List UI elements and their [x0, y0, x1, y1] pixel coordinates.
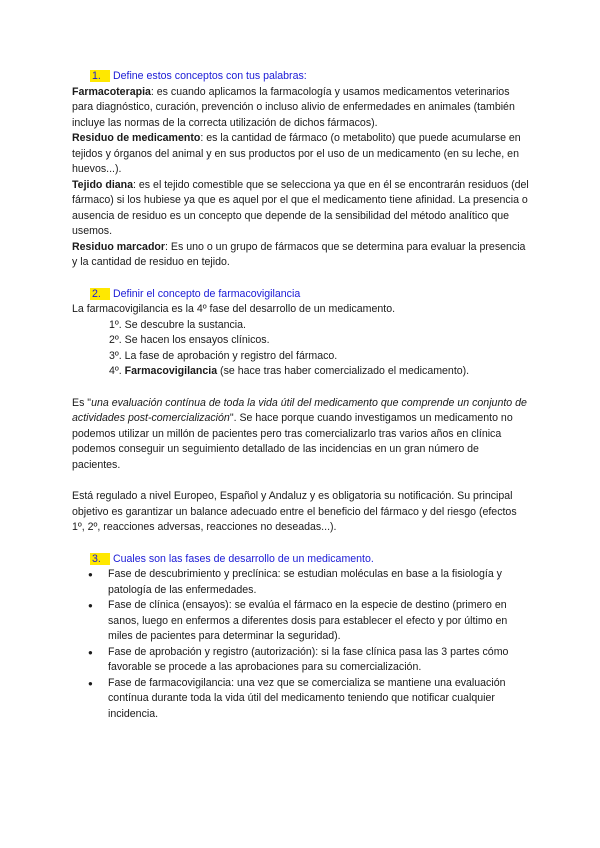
phase-step-4-rest: (se hace tras haber comercializado el medicamento). — [217, 365, 470, 377]
section-2-intro: La farmacovigilancia es la 4º fase del desarrollo de un medicamento. — [72, 303, 396, 315]
regulation-paragraph: Está regulado a nivel Europeo, Español y Andaluz y es obligatoria su notificación. Su principal objetivo es garantizar un balance adecuado entre el beneficio del fármaco y del riesgo (efectos 1º, 2º, reacciones adversas, reacciones no deseadas...). — [72, 490, 517, 533]
phase-step: 2º. Se hacen los ensayos clínicos. — [109, 334, 270, 346]
phase-step-4 — [109, 364, 530, 380]
list-item: ● Fase de farmacovigilancia: una vez que se comercializa se mantiene una evaluación contínua durante toda la vida útil del medicamento teniendo que notificar cualquier incidencia. — [88, 676, 530, 723]
definition-term: Tejido diana — [72, 178, 134, 191]
section-3-title: Cuales son las fases de desarrollo de un medicamento. — [112, 552, 374, 565]
definition-farmacoterapia — [72, 85, 530, 132]
definition-quote: una evaluación contínua de toda la vida útil del medicamento que comprende un conjunto de actividades post-comercialización — [72, 396, 527, 424]
quote-open: Es " — [72, 396, 92, 409]
section-2-heading — [72, 287, 530, 303]
farmacovigilancia-paragraph — [72, 396, 530, 474]
definition-text: : es cuando aplicamos la farmacología y usamos medicamentos veterinarios para diagnóstico, curación, prevención o incluso alivio de enfermedades en animales (también incluye las normas de la correcta utilización de dichos fármacos). — [72, 85, 515, 129]
definition-text: : es el tejido comestible que se selecciona ya que en él se encontrarán residuos (del fármaco) si los hubiese ya que es aquel por el que el medicamento tiene afinidad. La presencia o ausencia de residuo es un concepto que depende de la sensibilidad del método analítico que usemos. — [72, 178, 529, 237]
phase-list — [72, 318, 530, 380]
section-2-title: Definir el concepto de farmacovigilancia — [112, 287, 301, 300]
section-3-number: 3. — [92, 552, 101, 565]
document-page — [72, 69, 530, 722]
definition-term: Residuo marcador — [72, 240, 166, 253]
definition-residuo-medicamento — [72, 131, 530, 178]
section-1-title: Define estos conceptos con tus palabras: — [112, 70, 307, 82]
phase-step: 3º. La fase de aprobación y registro del fármaco. — [109, 349, 338, 362]
definition-text: : Es uno o un grupo de fármacos que se determina para evaluar la presencia y la cantidad de residuo en tejido. — [72, 240, 526, 268]
section-2-number: 2. — [92, 287, 101, 300]
phase-step-4-prefix: 4º. — [109, 365, 125, 377]
phase-step: 1º. Se descubre la sustancia. — [109, 318, 246, 331]
definition-term: Residuo de medicamento — [72, 132, 201, 144]
section-1-heading — [72, 69, 530, 85]
list-item: ● Fase de clínica (ensayos): se evalúa el fármaco en la especie de destino (primero en sanos, luego en enfermos a diferentes dosis para establecer el efecto y por último en miles de pacientes para determinar la seguridad). — [88, 598, 530, 645]
list-item: ● Fase de descubrimiento y preclínica: se estudian moléculas en base a la fisiología y patología de las enfermedades. — [88, 567, 530, 598]
list-item: ● Fase de aprobación y registro (autorización): si la fase clínica pasa las 3 partes cómo favorable se procede a las aprobaciones para su comercialización. — [88, 645, 530, 676]
definition-residuo-marcador — [72, 240, 530, 271]
definition-term: Farmacoterapia — [72, 85, 151, 98]
section-1-number: 1. — [92, 70, 101, 82]
definition-tejido-diana — [72, 178, 530, 240]
development-phases-list — [72, 567, 530, 722]
phase-step-4-bold: Farmacovigilancia — [124, 365, 218, 377]
paragraph-rest: ". Se hace porque cuando investigamos un medicamento no podemos utilizar un millón de pacientes pero tras comercializarlo tras varios años en clínica podemos conseguir un seguimiento detallado de las incidencias en un gran número de pacientes. — [72, 412, 513, 471]
definition-text: : es la cantidad de fármaco (o metabolito) que puede acumularse en tejidos y órganos del animal y en sus productos por el uso de un medicamento (en su leche, en huevos...). — [72, 132, 521, 175]
section-3-heading — [72, 552, 530, 568]
